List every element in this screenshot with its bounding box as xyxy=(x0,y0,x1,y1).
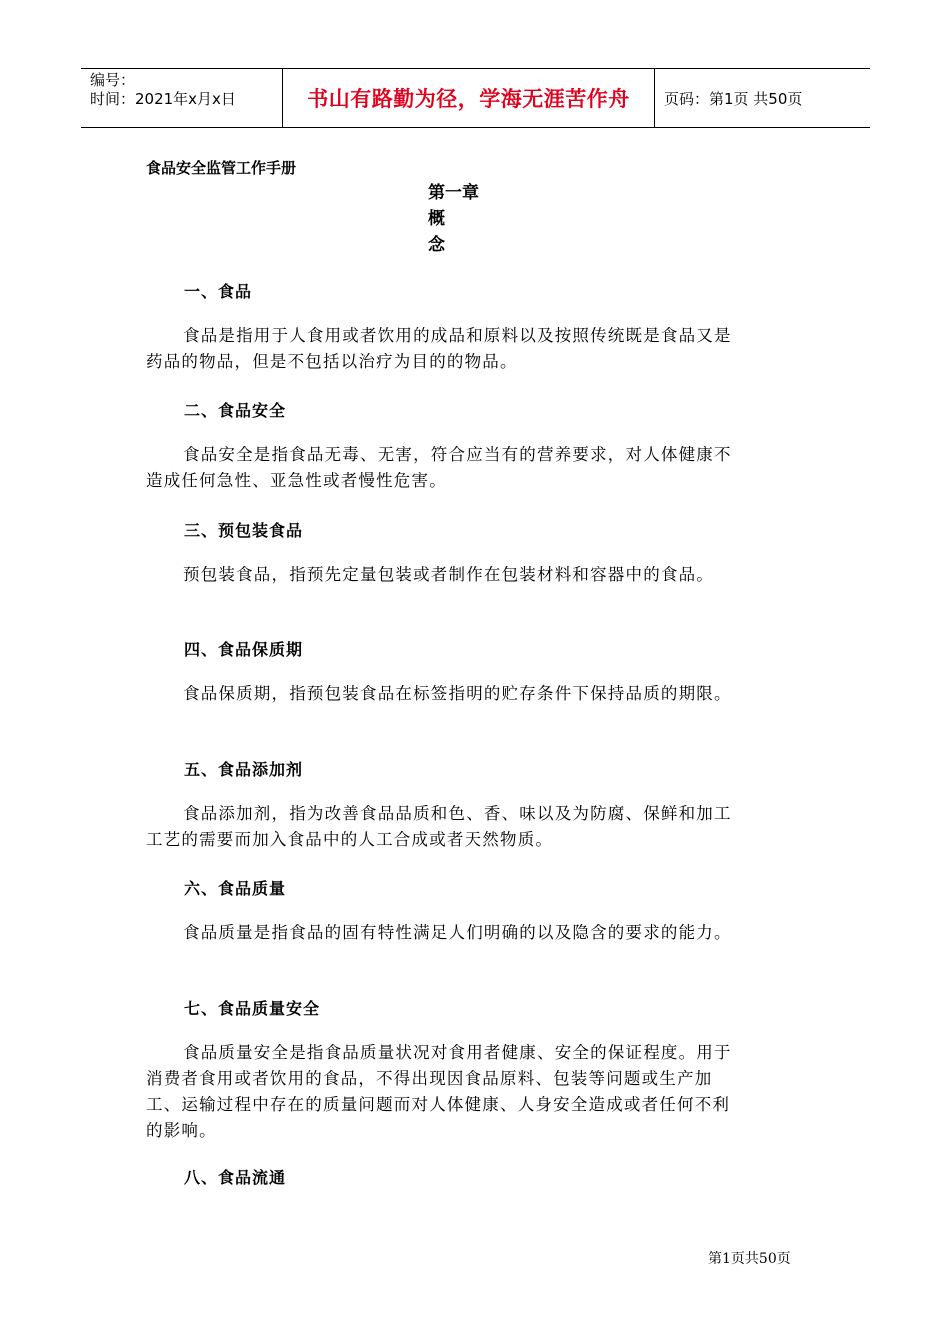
document-time-label: 时间：2021年x月x日 xyxy=(90,90,236,108)
section-heading: 三、预包装食品 xyxy=(184,521,304,540)
header-motto: 书山有路勤为径，学海无涯苦作舟 xyxy=(283,69,655,127)
header-meta xyxy=(81,69,283,127)
page-footer: 第1页共50页 xyxy=(708,1251,791,1267)
section-paragraph: 食品添加剂，指为改善食品品质和色、香、味以及为防腐、保鲜和加工工艺的需要而加入食品中的人工合成或者天然物质。 xyxy=(146,804,732,849)
section-paragraph: 食品质量是指食品的固有特性满足人们明确的以及隐含的要求的能力。 xyxy=(183,923,732,942)
section-paragraph: 预包装食品，指预先定量包装或者制作在包装材料和容器中的食品。 xyxy=(183,565,714,584)
section-heading: 八、食品流通 xyxy=(184,1168,287,1187)
chapter-heading xyxy=(428,180,479,258)
section-paragraph: 食品安全是指食品无毒、无害，符合应当有的营养要求，对人体健康不造成任何急性、亚急性或者慢性危害。 xyxy=(146,445,732,490)
section-heading: 四、食品保质期 xyxy=(184,640,304,659)
chapter-line: 念 xyxy=(428,235,445,255)
document-title: 食品安全监管工作手册 xyxy=(146,159,297,177)
chapter-line: 第一章 xyxy=(428,183,479,203)
section-heading: 六、食品质量 xyxy=(184,879,287,898)
section-heading: 五、食品添加剂 xyxy=(184,760,304,779)
chapter-line: 概 xyxy=(428,209,445,229)
section-heading: 二、食品安全 xyxy=(184,401,287,420)
header-page-number: 页码：第1页 共50页 xyxy=(664,89,803,108)
section-heading: 七、食品质量安全 xyxy=(184,999,321,1018)
section-paragraph: 食品保质期，指预包装食品在标签指明的贮存条件下保持品质的期限。 xyxy=(183,684,732,703)
page-header xyxy=(81,68,870,128)
section-heading: 一、食品 xyxy=(184,282,253,301)
document-number-label: 编号： xyxy=(90,71,136,89)
section-paragraph: 食品是指用于人食用或者饮用的成品和原料以及按照传统既是食品又是药品的物品，但是不包括以治疗为目的的物品。 xyxy=(146,326,732,371)
section-paragraph: 食品质量安全是指食品质量状况对食用者健康、安全的保证程度。用于消费者食用或者饮用的食品，不得出现因食品原料、包装等问题或生产加工、运输过程中存在的质量问题而对人体健康、人身安全造成或者任何不利的影响。 xyxy=(146,1043,732,1140)
